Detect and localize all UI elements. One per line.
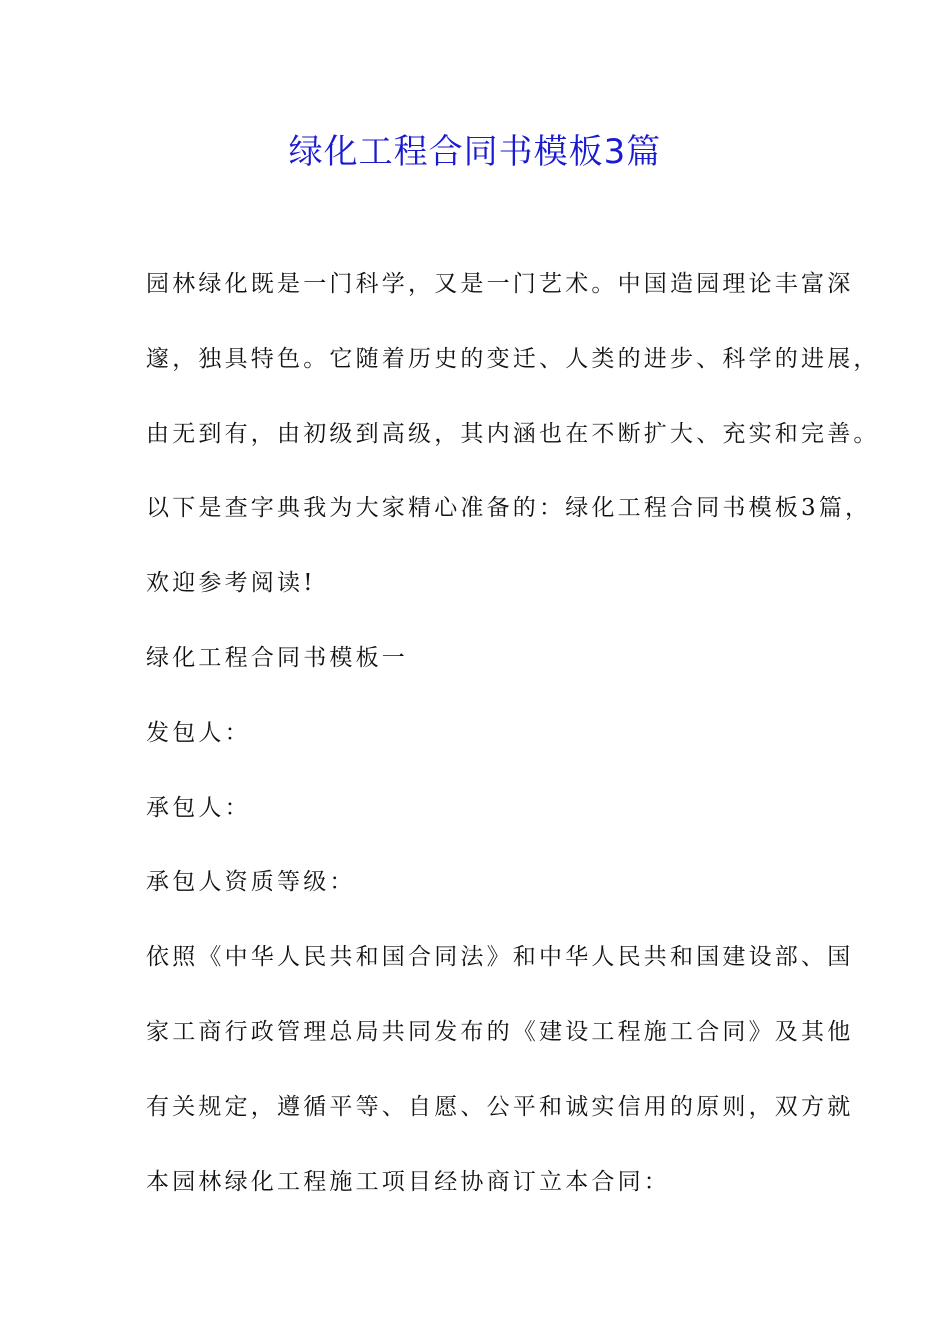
document-title: 绿化工程合同书模板3篇 — [288, 132, 662, 172]
field-label-contractor: 承包人： — [146, 795, 251, 821]
paragraph-line: 欢迎参考阅读! — [146, 570, 316, 596]
paragraph-line: 本园林绿化工程施工项目经协商订立本合同： — [146, 1169, 670, 1195]
paragraph-line: 邃，独具特色。它随着历史的变迁、人类的进步、科学的进展， — [146, 346, 880, 372]
paragraph-line: 家工商行政管理总局共同发布的《建设工程施工合同》及其他 — [146, 1019, 854, 1045]
section-heading: 绿化工程合同书模板一 — [146, 645, 408, 671]
field-label-qualification: 承包人资质等级： — [146, 869, 356, 895]
paragraph-line: 有关规定，遵循平等、自愿、公平和诚实信用的原则，双方就 — [146, 1094, 854, 1120]
field-label-employer: 发包人： — [146, 720, 251, 746]
paragraph-line: 以下是查字典我为大家精心准备的：绿化工程合同书模板3篇， — [146, 495, 872, 521]
paragraph-line: 园林绿化既是一门科学，又是一门艺术。中国造园理论丰富深 — [146, 271, 854, 297]
paragraph-line: 依照《中华人民共和国合同法》和中华人民共和国建设部、国 — [146, 944, 854, 970]
paragraph-line: 由无到有，由初级到高级，其内涵也在不断扩大、充实和完善。 — [146, 421, 880, 447]
